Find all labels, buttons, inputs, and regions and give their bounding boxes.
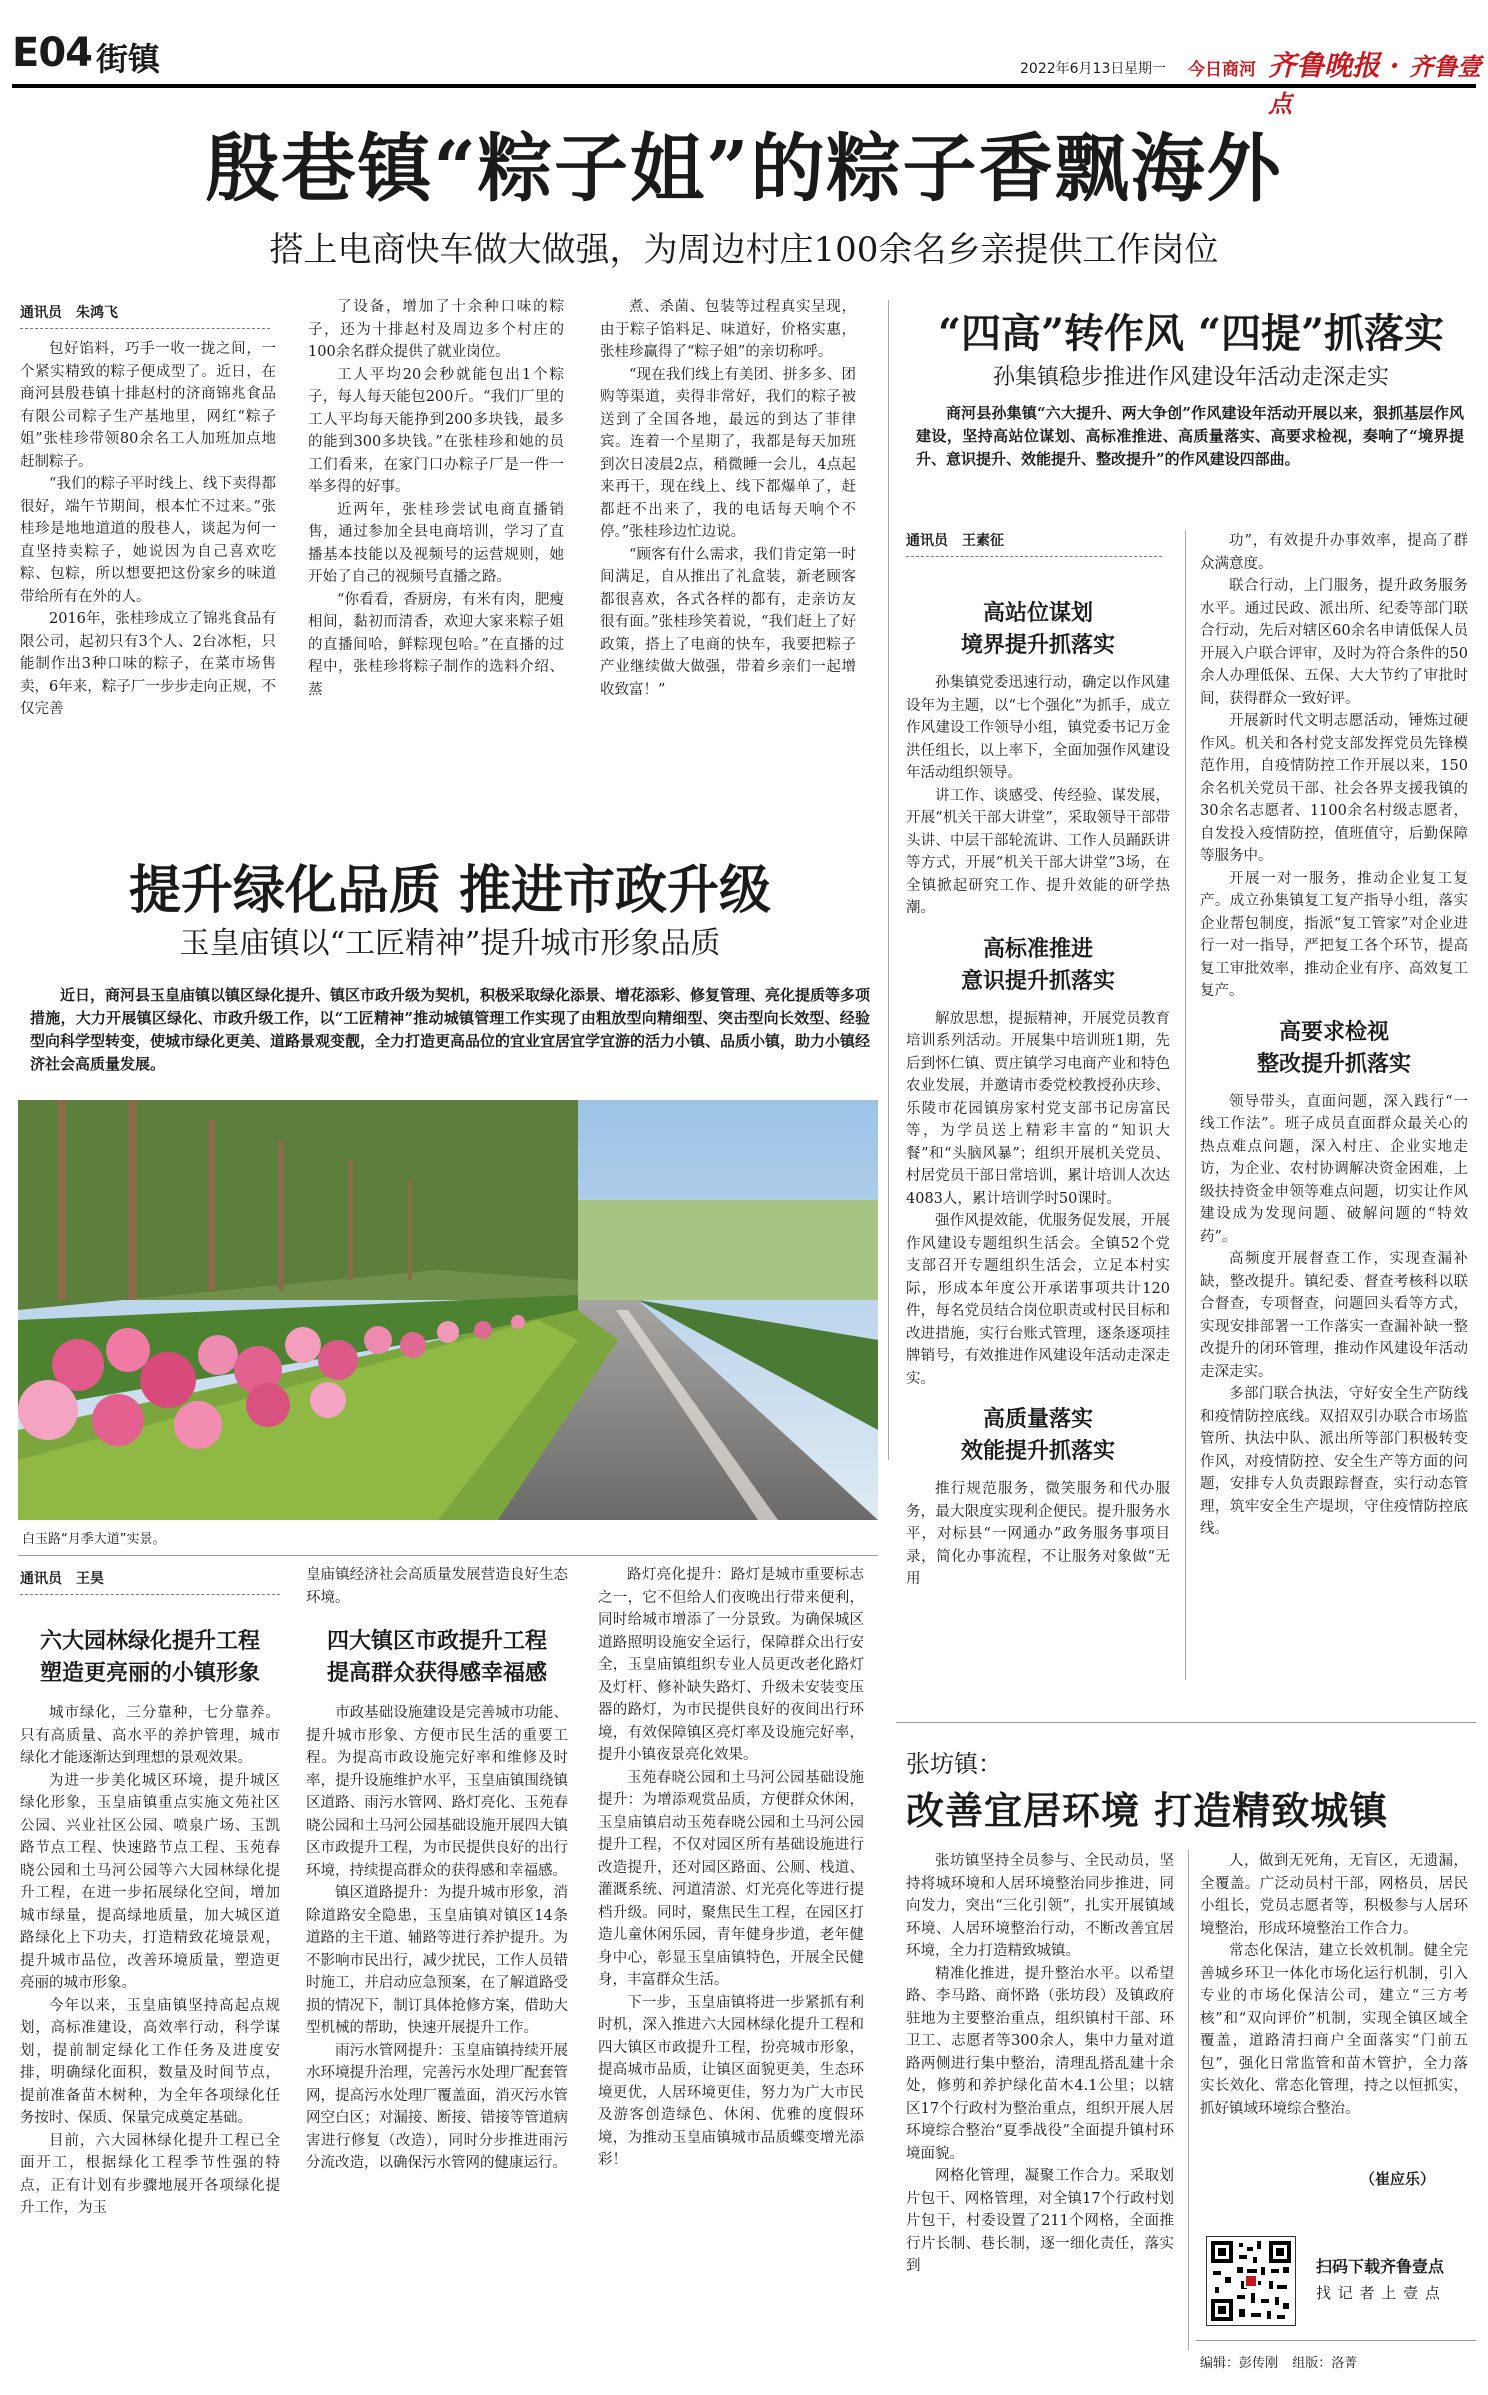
paragraph: 精准化推进，提升整治水平。以希望路、李马路、商怀路（张坊段）及镇政府驻地为主要整治重点，组织镇村干部、环卫工、志愿者等300余人，集中力量对道路两侧进行集中整治，清理乱搭乱建十余处，修剪和养护绿化苗木4.1公里；以辖区17个行政村为整治重点，组织开展人居环境综合整治“夏季战役”全面提升镇村环境面貌。: [906, 1965, 1174, 2162]
paragraph: 近两年，张桂珍尝试电商直播销售，通过参加全县电商培训，学习了直播基本技能以及视频号的运营规则，她开始了自己的视频号直播之路。: [308, 501, 564, 585]
brand-logo: 齐鲁晚报 · 齐鲁壹点: [1268, 49, 1482, 118]
paragraph: 张坊镇坚持全员参与、全民动员，坚持将城环境和人居环境整治同步推进，同向发力，突出“三化引领”，扎实开展镇域环境、人居环境整治行动，不断改善宜居环境，全力打造精致城镇。: [906, 1853, 1174, 1959]
paragraph: 常态化保洁，建立长效机制。健全完善城乡环卫一体化市场化运行机制，引入专业的市场化保洁公司，建立“三方考核”和“双向评价”机制，实现全镇区域全覆盖，道路清扫商户全面落实“门前五包”，强化日常监管和苗木管护，全力落实长效化、常态化管理，持之以恒抓实，抓好镇域环境综合整治。: [1200, 1943, 1468, 2117]
paragraph: 2016年，张桂珍成立了锦兆食品有限公司，起初只有3个人、2台冰柜，只能制作出3种口味的粽子，在菜市场售卖，6年来，粽子厂一步步走向正规，不仅完善: [20, 611, 276, 717]
column-divider: [888, 300, 889, 1460]
brand-name: 齐鲁晚报: [1268, 49, 1381, 82]
issue-weekday: 星期一: [1124, 61, 1166, 77]
subheading-line: 效能提升抓落实: [960, 1439, 1115, 1464]
article2-headline: “四高”转作风 “四提”抓落实: [938, 310, 1444, 357]
paragraph: 强作风提效能，优服务促发展，开展作风建设专题组织生活会。全镇52个党支部召开专题组织生活会，立足本村实际，形成本年度公开承诺事项共计120件，每名党员结合岗位职责或村民目标和改进措施，实行台账式管理，逐条逐项挂牌销号，有效推进作风建设年活动走深走实。: [906, 1213, 1170, 1387]
masthead-rule: [12, 84, 1476, 88]
article1-column-3: [600, 296, 856, 701]
article1-subhead: 搭上电商快车做大做强，为周边村庄100余名乡亲提供工作岗位: [269, 230, 1219, 270]
article1-column-1: [20, 338, 276, 721]
article3-column1-subheading: [20, 1626, 280, 1690]
editor-label: 编辑: [1200, 2356, 1227, 2371]
qr-subtitle: 找 记 者 上 壹 点: [1316, 2284, 1441, 2302]
subheading-line: 高标准推进: [982, 936, 1093, 962]
paragraph: “你看看，香厨房，有米有肉，肥瘦相间，黏初而清香，欢迎大家来粽子姐的直播间哈，鲜粽现包哈。”在直播的过程中，张桂珍将粽子制作的选料介绍、蒸: [308, 591, 564, 698]
editor-name: 彭传刚: [1239, 2356, 1279, 2371]
section-rule: [896, 1722, 1476, 1723]
paragraph: 讲工作、谈感受、传经验、谋发展，开展“机关干部大讲堂”，采取领导干部带头讲、中层干部轮流讲、工作人员踊跃讲等方式，开展“机关干部大讲堂”3场，在全镇掀起研究工作、提升效能的研学热潮。: [906, 787, 1170, 916]
paragraph: 城市绿化，三分靠种，七分靠养。只有高质量、高水平的养护管理，城市绿化才能逐渐达到理想的景观效果。: [20, 1705, 280, 1766]
article4-column-2: [1200, 1850, 1468, 2120]
paragraph: 了设备，增加了十余种口味的粽子，还为十排赵村及周边多个村庄的100余名群众提供了就业岗位。: [308, 299, 564, 360]
editor-credit: 编辑：彭传刚 组版：洛菁: [1200, 2356, 1358, 2371]
subheading-line: 高要求检视: [1278, 1019, 1389, 1045]
article3-lead-text: 近日，商河县玉皇庙镇以镇区绿化提升、镇区市政升级为契机，积极采取绿化添景、增花添彩、修复管理、亮化提质等多项措施，大力开展镇区绿化、市政升级工作，以“工匠精神”推动城镇管理工作实现了由粗放型向精细型、突击型向长效型、经验型向科学型转变，使城市绿化更美、道路景观变靓，全力打造更高品位的宜业宜居宜学宜游的活力小镇、品质小镇，助力小镇经济社会高质量发展。: [30, 986, 871, 1073]
paragraph: 领导带头，直面问题，深入践行“一线工作法”。班子成员直面群众最关心的热点难点问题，深入村庄、企业实地走访，为企业、农村协调解决资金困难，上级扶持资金申领等难点问题，切实让作风建设成为发现问题、破解问题的“特效药”。: [1200, 1093, 1468, 1245]
subheading-line: 意识提升抓落实: [960, 968, 1115, 994]
byline-label: 通讯员: [20, 305, 62, 321]
subheading-line: 六大园林绿化提升工程: [39, 1629, 260, 1654]
section-subheading: [1200, 1017, 1468, 1081]
article3-byline: [20, 1568, 280, 1595]
section-subheading: [906, 1404, 1170, 1468]
subheading-line: 高站位谋划: [982, 601, 1093, 626]
paragraph: 孙集镇党委迅速行动，确定以作风建设年为主题，以“七个强化”为抓手，成立作风建设工作领导小组，镇党委书记万金洪任组长，以上率下，全面加强作风建设年活动组织领导。: [906, 675, 1170, 781]
article3-column-3: [598, 1564, 864, 2172]
article1-byline: [20, 302, 270, 329]
subheading-line: 提高群众获得感幸福感: [326, 1661, 547, 1686]
subheading-line: 塑造更亮丽的小镇形象: [39, 1661, 260, 1686]
photo-caption: 白玉路“月季大道”实景。: [22, 1532, 166, 1547]
qr-code[interactable]: [1206, 2236, 1296, 2326]
issue-date: 2022年6月13日: [1020, 61, 1125, 77]
article4-author: （崔应乐）: [1360, 2170, 1436, 2188]
article4-headline: 改善宜居环境 打造精致城镇: [906, 1788, 1389, 1833]
section-subheading: [906, 934, 1170, 998]
designer-name: 洛菁: [1331, 2356, 1358, 2371]
qr-code-icon: [1207, 2237, 1295, 2325]
article2-byline: [906, 530, 1162, 557]
article2-column-1: [906, 584, 1170, 1591]
article2-lead-text: 商河县孙集镇“六大提升、两大争创”作风建设年活动开展以来，狠抓基层作风建设，坚持高站位谋划、高标准推进、高质量落实、高要求检视，奏响了“境界提升、意识提升、效能提升、整改提升”的作风建设四部曲。: [916, 404, 1464, 468]
paragraph: “我们的粽子平时线上、线下卖得都很好，端午节期间，根本忙不过来。”张桂珍是地地道道的殷巷人，谈起为何一直坚持卖粽子，她说因为自己喜欢吃粽、包粽，所以想要把这份家乡的味道带给所有在外的人。: [20, 476, 276, 605]
subheading-line: 四大镇区市政提升工程: [326, 1629, 547, 1654]
byline-name: 朱鸿飞: [76, 305, 118, 321]
article1-headline: 殷巷镇“粽子姐”的粽子香飘海外: [205, 126, 1283, 212]
article2-subhead: 孙集镇稳步推进作风建设年活动走深走实: [992, 365, 1389, 390]
paragraph: 市政基础设施建设是完善城市功能、提升城市形象、方便市民生活的重要工程。为提高市政设施完好率和维修及时率，提升设施维护水平，玉皇庙镇围绕镇区道路、雨污水管网、路灯亮化、玉苑春晓公园和土马河公园基础设施开展四大镇区市政提升工程，为市民提供良好的出行环境，持续提高群众的获得感和幸福感。: [306, 1705, 568, 1879]
article3-column-2: [306, 1702, 568, 2175]
column-text: 皇庙镇经济社会高质量发展营造良好生态环境。: [306, 1567, 568, 1606]
paragraph: 人，做到无死角，无盲区，无遗漏，全覆盖。广泛动员村干部，网格员，居民小组长，党员志愿者等，积极参与人居环境整治，形成环境整治工作合力。: [1200, 1853, 1468, 1937]
paragraph: 目前，六大园林绿化提升工程已全面开工，根据绿化工程季节性强的特点，正有计划有步骤地展开各项绿化提升工作，为玉: [20, 2132, 280, 2216]
section-rule: [18, 1555, 878, 1556]
paragraph: 今年以来，玉皇庙镇坚持高起点规划，高标准建设，高效率行动，科学谋划，提前制定绿化工作任务及进度安排，明确绿化面积，数量及时间节点，提前准备苗木树种，为全年各项绿化任务按时、保质、保量完成奠定基础。: [20, 1997, 280, 2126]
article4-kicker: 张坊镇：: [906, 1750, 1002, 1778]
byline-name: 王昊: [76, 1571, 104, 1587]
paragraph: 联合行动，上门服务，提升政务服务水平。通过民政、派出所、纪委等部门联合行动，先后对辖区60余名申请低保人员开展入户联合评审，及时为符合条件的50余人办理低保、五保、大大节约了审批时间，获得群众一致好评。: [1200, 578, 1468, 707]
article3-headline: 提升绿化品质 推进市政升级: [128, 860, 772, 921]
paragraph: 解放思想，提振精神，开展党员教育培训系列活动。开展集中培训班1期，先后到怀仁镇、贾庄镇学习电商产业和特色农业发展，并邀请市委党校教授孙庆珍、乐陵市花园镇房家村党支部书记房富民等，为学员送上精彩丰富的“知识大餐”和“头脑风暴”；组织开展机关党员、村居党员干部日常培训，累计培训人次达4083人，累计培训学时50课时。: [906, 1010, 1170, 1207]
paragraph: “现在我们线上有美团、拼多多、团购等渠道，卖得非常好，我们的粽子被送到了全国各地，最远的到达了菲律宾。连着一个星期了，我都是每天加班到次日凌晨2点，稍微睡一会儿，4点起来再干，现在线上、线下都爆单了，赶都赶不出来了，我的电话每天响个不停。”张桂珍边忙边说。: [600, 366, 856, 540]
article3-column-1: [20, 1702, 280, 2220]
byline-name: 王素征: [962, 533, 1004, 549]
paragraph: 高频度开展督查工作，实现查漏补缺，整改提升。镇纪委、督查考核科以联合督查，专项督查，问题回头看等方式，实现安排部署一工作落实一查漏补缺一整改提升的闭环管理，推动作风建设年活动走深走实。: [1200, 1251, 1468, 1380]
section-subheading: [906, 598, 1170, 662]
designer-label: 组版: [1292, 2356, 1319, 2371]
subheading-line: 高质量落实: [982, 1407, 1093, 1432]
byline-label: 通讯员: [20, 1571, 62, 1587]
column-divider: [1188, 1850, 1189, 2350]
edition-name: 今日商河: [1188, 60, 1256, 80]
paragraph: 工人平均20会秒就能包出1个粽子，每人每天能包200斤。“我们厂里的工人平均每天能挣到200多块钱，最多的能到300多块钱。”在张桂珍和她的员工们看来，在家门口办粽子厂是一件一举多得的好事。: [308, 366, 564, 495]
paragraph: 为进一步美化城区环境，提升城区绿化形象，玉皇庙镇重点实施文苑社区公园、兴业社区公园、喷泉广场、玉凯路节点工程、快速路节点工程、玉苑春晓公园和土马河公园等六大园林绿化提升工程，在进一步拓展绿化空间，增加城市绿量，提高绿地质量，加大城区道路绿化上下功夫，打造精致花境景观，提升城市品位，改善环境质量，塑造更亮丽的城市形象。: [20, 1772, 280, 1991]
paragraph: 镇区道路提升：为提升城市形象，消除道路安全隐患，玉皇庙镇对镇区14条道路的主干道、辅路等进行养护提升。为不影响市民出行，减少扰民，工作人员错时施工，并启动应急预案，在了解道路受损的情况下，制订具体抢修方案，借助大型机械的帮助，快速开展提升工作。: [306, 1885, 568, 2036]
paragraph: 功”，有效提升办事效率，提高了群众满意度。: [1200, 533, 1468, 572]
paragraph: 包好馅料，巧手一收一拢之间，一个紧实精致的粽子便成型了。近日，在商河县殷巷镇十排赵村的济商锦兆食品有限公司粽子生产基地里，网红“粽子姐”张桂珍带领80余名工人加班加点地赶制粽子。: [20, 341, 276, 470]
article1-column-2: [308, 296, 564, 701]
column-divider: [1185, 530, 1186, 1680]
subheading-line: 整改提升抓落实: [1256, 1051, 1411, 1077]
article3-lead: [30, 984, 870, 1076]
paragraph: 下一步，玉皇庙镇将进一步紧抓有利时机，深入推进六大园林绿化提升工程和四大镇区市政提升工程，扮亮城市形象，提高城市品质，让镇区面貌更美，生态环境更优，人居环境更佳，努力为广大市民及游客创造绿色、休闲、优雅的度假环境，为推动玉皇庙镇城市品质蝶变增光添彩！: [598, 1994, 864, 2168]
page-number: E04: [12, 30, 92, 76]
footer-rule: [1196, 2340, 1476, 2341]
rose-avenue-photo: [18, 1100, 878, 1520]
paragraph: 开展新时代文明志愿活动，锤炼过硬作风。机关和各村党支部发挥党员先锋模范作用，自疫情防控工作开展以来，150余名机关党员干部、社会各界支援我镇的30余名志愿者、1100余名村级志愿者，自发投入疫情防控，值班值守，后勤保障等服务中。: [1200, 713, 1468, 864]
paragraph: 开展一对一服务，推动企业复工复产。成立孙集镇复工复产指导小组，落实企业帮包制度，指派“复工管家”对企业进行一对一指导，严把复工各个环节，提高复工审批效率，推动企业有序、高效复工复产。: [1200, 870, 1468, 999]
article3-column2-subheading: [306, 1626, 568, 1690]
article4-column-1: [906, 1850, 1174, 2278]
article2-lead: [916, 402, 1464, 471]
article3-column-2-top: [306, 1564, 568, 1609]
paragraph: 路灯亮化提升：路灯是城市重要标志之一，它不但给人们夜晚出行带来便利，同时给城市增添了一分景致。为确保城区道路照明设施安全运行，保障群众出行安全，玉皇庙镇组织专业人员更改老化路灯及灯杆、修补缺失路灯、升级未安装变压器的路灯，为市民提供良好的夜间出行环境，有效保障镇区亮灯率及设施完好率，提升小镇夜景亮化效果。: [598, 1567, 864, 1763]
paragraph: 雨污水管网提升：玉皇庙镇持续开展水环境提升治理，完善污水处理厂配套管网，提高污水处理厂覆盖面，消灭污水管网空白区；对漏接、断接、错接等管道病害进行修复（改造），同时分步推进雨污分流改造，以确保污水管网的健康运行。: [306, 2042, 568, 2171]
paragraph: 玉苑春晓公园和土马河公园基础设施提升：为增添观赏品质，方便群众休闲，玉皇庙镇启动玉苑春晓公园和土马河公园提升工程，不仅对园区所有基础设施进行改造提升，还对园区路面、公厕、栈道、灌溉系统、河道清淤、灯光亮化等进行提档升级。同时，聚焦民生工程，在园区打造儿童休闲乐园，青年健身步道，老年健身中心，彰显玉皇庙镇特色，开展全民健身，丰富群众生活。: [598, 1769, 864, 1988]
qr-title: 扫码下载齐鲁壹点: [1316, 2257, 1445, 2276]
paragraph: 推行规范服务，微笑服务和代办服务，最大限度实现利企便民。提升服务水平，对标县“一网通办”政务服务事项目录，简化办事流程，不让服务对象做“无用: [906, 1481, 1170, 1587]
article3-subhead: 玉皇庙镇以“工匠精神”提升城市形象品质: [179, 926, 721, 961]
byline-label: 通讯员: [906, 533, 948, 549]
section-name: 街镇: [96, 40, 161, 78]
rose-avenue-illustration: [18, 1100, 878, 1520]
subheading-line: 境界提升抓落实: [960, 633, 1115, 658]
paragraph: 网格化管理，凝聚工作合力。采取划片包干、网格管理，对全镇17个行政村划片包干，村委设置了211个网格，全面推行片长制、巷长制，逐一细化责任，落实到: [906, 2168, 1174, 2274]
paragraph: 多部门联合执法，守好安全生产防线和疫情防控底线。双招双引办联合市场监管所、执法中队、派出所等部门积极转变作风，对疫情防控、安全生产等方面的问题，安排专人负责跟踪督查，实行动态管理，筑牢安全生产堤坝，守住疫情防控底线。: [1200, 1386, 1468, 1537]
paragraph: “顾客有什么需求，我们肯定第一时间满足，自从推出了礼盒装，新老顾客都很喜欢，各式各样的都有，走亲访友很有面。”张桂珍笑着说，“我们赶上了好政策，搭上了电商的快车，我要把粽子产业继续做大做强，带着乡亲们一起增收致富！”: [600, 546, 856, 698]
brand-app: 齐鲁壹点: [1268, 52, 1482, 118]
paragraph: 煮、杀菌、包装等过程真实呈现，由于粽子馅料足、味道好，价格实惠，张桂珍赢得了“粽子姐”的亲切称呼。: [600, 299, 856, 360]
article2-column-2: [1200, 530, 1468, 1541]
